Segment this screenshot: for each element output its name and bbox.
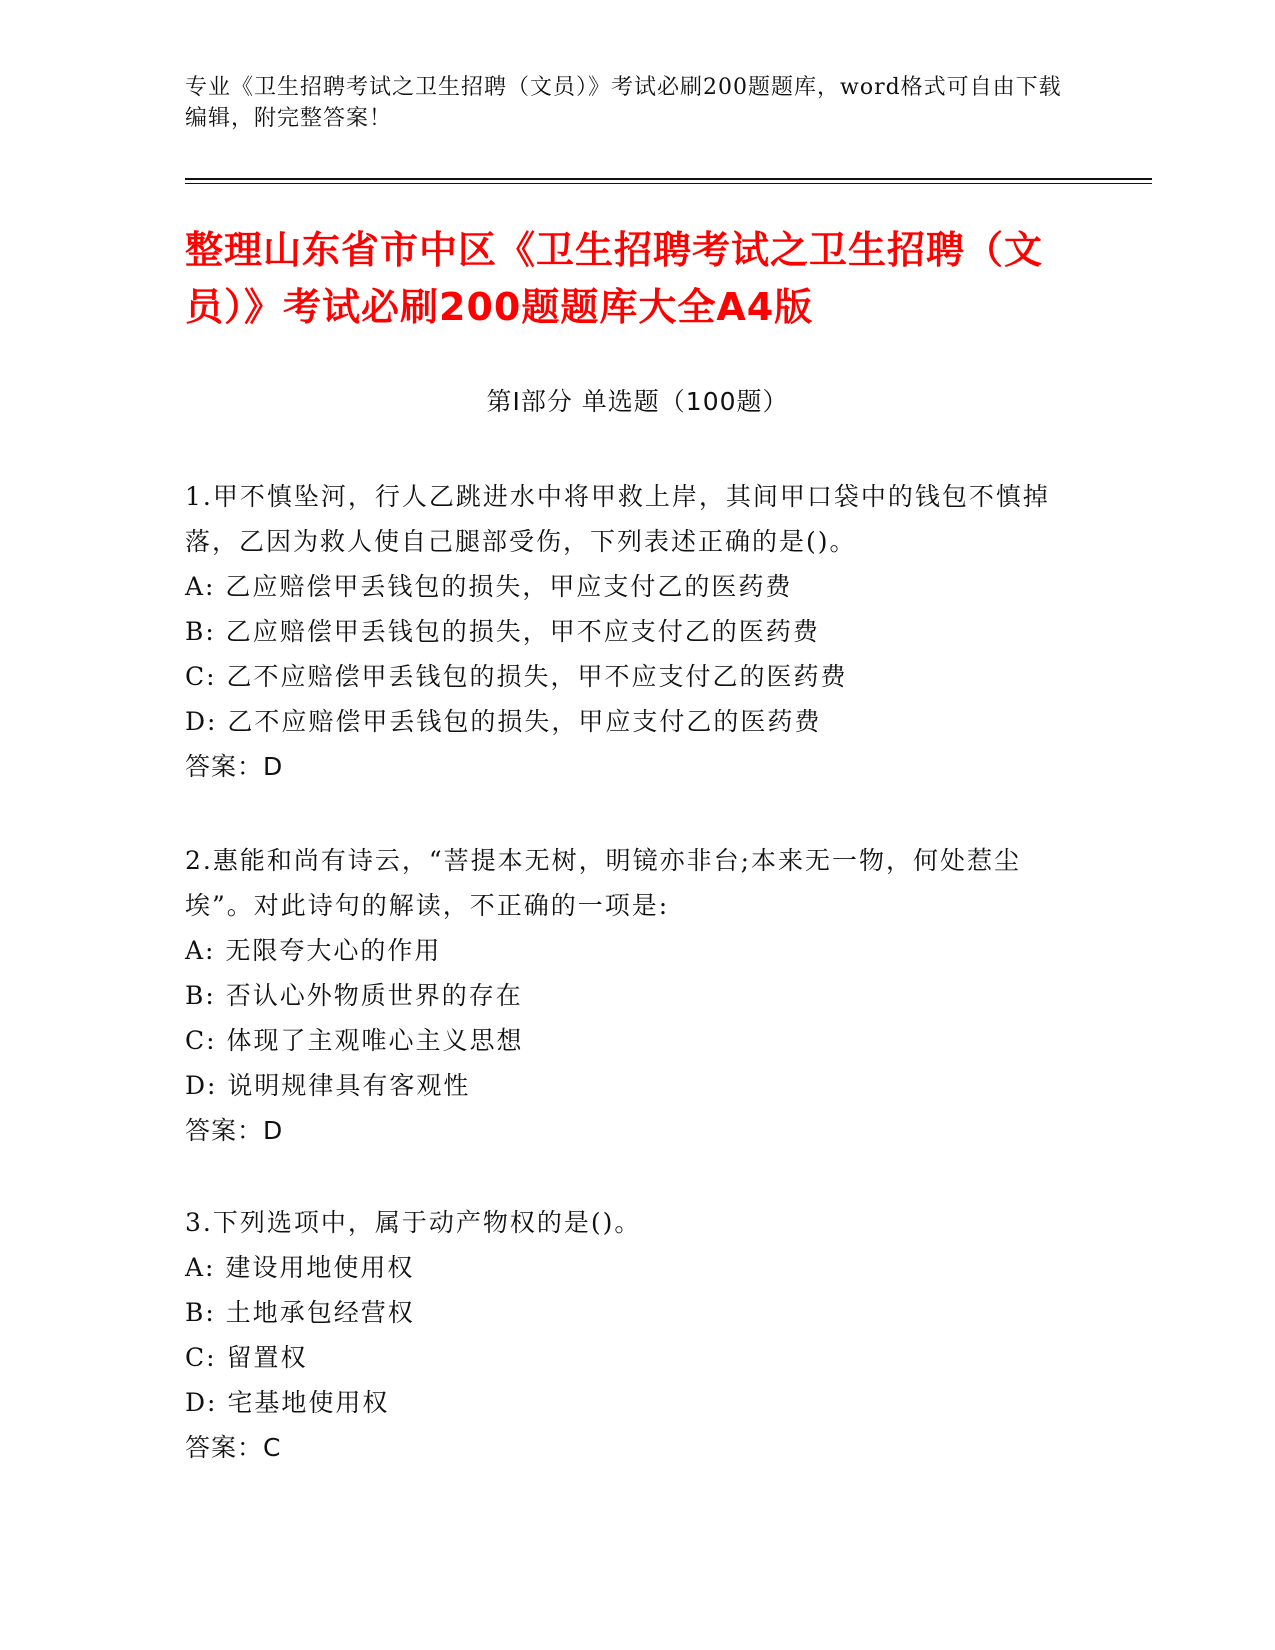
option-c: C: 乙不应赔偿甲丢钱包的损失，甲不应支付乙的医药费 bbox=[185, 662, 848, 691]
question-stem: 2.惠能和尚有诗云，“菩提本无树，明镜亦非台;本来无一物，何处惹尘埃”。对此诗句的解读，不正确的一项是: bbox=[185, 846, 1022, 920]
question-2 bbox=[185, 838, 1085, 1153]
option-d: D: 乙不应赔偿甲丢钱包的损失，甲应支付乙的医药费 bbox=[185, 707, 822, 736]
option-c: C: 体现了主观唯心主义思想 bbox=[185, 1026, 524, 1055]
header-note: 专业《卫生招聘考试之卫生招聘（文员）》考试必刷200题题库，word格式可自由下载编辑，附完整答案！ bbox=[185, 75, 1062, 131]
question-stem: 1.甲不慎坠河，行人乙跳进水中将甲救上岸，其间甲口袋中的钱包不慎掉落，乙因为救人使自己腿部受伤，下列表述正确的是()。 bbox=[185, 482, 1050, 556]
question-stem: 3.下列选项中，属于动产物权的是()。 bbox=[185, 1208, 642, 1237]
header-rule-thin bbox=[185, 183, 1152, 184]
option-a: A: 无限夸大心的作用 bbox=[185, 936, 442, 965]
document-title: 整理山东省市中区《卫生招聘考试之卫生招聘（文员）》考试必刷200题题库大全A4版 bbox=[185, 228, 1044, 329]
question-1 bbox=[185, 474, 1085, 789]
option-a: A: 建设用地使用权 bbox=[185, 1253, 415, 1282]
section-heading: 第I部分 单选题（100题） bbox=[486, 387, 789, 416]
option-b: B: 土地承包经营权 bbox=[185, 1298, 415, 1327]
option-d: D: 说明规律具有客观性 bbox=[185, 1071, 471, 1100]
option-d: D: 宅基地使用权 bbox=[185, 1388, 390, 1417]
option-b: B: 乙应赔偿甲丢钱包的损失，甲不应支付乙的医药费 bbox=[185, 617, 820, 646]
answer: 答案：C bbox=[185, 1433, 282, 1462]
answer: 答案：D bbox=[185, 1116, 284, 1145]
header-rule-thick bbox=[185, 178, 1152, 180]
answer: 答案：D bbox=[185, 752, 284, 781]
option-a: A: 乙应赔偿甲丢钱包的损失，甲应支付乙的医药费 bbox=[185, 572, 793, 601]
option-b: B: 否认心外物质世界的存在 bbox=[185, 981, 523, 1010]
option-c: C: 留置权 bbox=[185, 1343, 308, 1372]
question-3 bbox=[185, 1200, 1085, 1470]
